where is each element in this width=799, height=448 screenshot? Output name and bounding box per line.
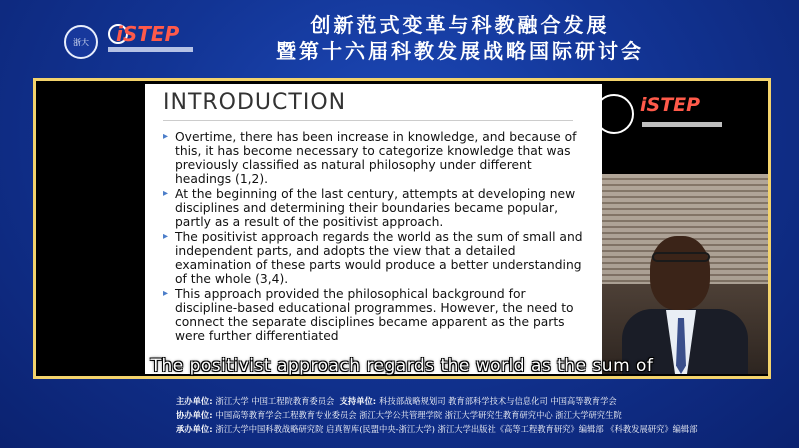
footer-host-row [176, 394, 786, 408]
speaker-camera [602, 84, 768, 374]
footer-org: 浙江大学中国科教战略研究院 启真智库(民盟中央-浙江大学) 浙江大学出版社《高等工程教育研究》编辑部 《科教发展研究》编辑部 [215, 424, 698, 434]
camera-istep-logo: iSTEP [640, 94, 701, 116]
organizers-footer [176, 394, 786, 436]
slide-bullet-list [163, 130, 583, 344]
footer-co-row [176, 408, 786, 422]
slide-bullet: ▸ The positivist approach regards the world as the sum of small and independent parts, and adopts the view that a detailed examination of these parts would produce a better understanding of the whole (3,4). [163, 230, 583, 286]
subtitle-caption: The positivist approach regards the world as the sum of [150, 356, 654, 376]
video-frame [33, 78, 771, 379]
event-title-line2: 暨第十六届科教发展战略国际研讨会 [276, 39, 644, 63]
event-title [200, 12, 720, 64]
slide-bullet: ▸ Overtime, there has been increase in knowledge, and because of this, it has become necessary to categorize knowledge that was previously classified as natural philosophy under different headings (1,2). [163, 130, 583, 186]
footer-org-row [176, 422, 786, 436]
footer-host: 浙江大学 中国工程院教育委员会 [215, 396, 335, 406]
presentation-slide [145, 84, 602, 374]
footer-host-label: 主办单位: [176, 396, 213, 406]
footer-co-label: 协办单位: [176, 410, 213, 420]
slide-title: INTRODUCTION [163, 90, 347, 115]
footer-org-label: 承办单位: [176, 424, 213, 434]
footer-co: 中国高等教育学会工程教育专业委员会 浙江大学公共管理学院 浙江大学研究生教育研究中心 浙江大学研究生院 [215, 410, 622, 420]
speaker-glasses [652, 252, 710, 262]
footer-support: 科技部战略规划司 教育部科学技术与信息化司 中国高等教育学会 [379, 396, 617, 406]
camera-seal-icon [602, 94, 634, 134]
slide-bullet: ▸ This approach provided the philosophical background for discipline-based educational programmes. However, the need to connect the separate disciplines became apparent as the parts were further differentiated [163, 287, 583, 343]
istep-logo-text: iSTEP [116, 22, 180, 46]
seal-text: 浙大 [73, 37, 89, 47]
event-title-line1: 创新范式变革与科教融合发展 [310, 13, 610, 37]
istep-logo [108, 22, 188, 62]
header-banner [0, 0, 799, 74]
logo-subtitle-bar [108, 47, 193, 52]
speaker-head [650, 236, 710, 310]
university-seal-icon [64, 25, 98, 59]
slide-divider [163, 120, 573, 121]
footer-support-label: 支持单位: [339, 396, 377, 406]
slide-bullet: ▸ At the beginning of the last century, attempts at developing new disciplines and determining their boundaries became popular, partly as a result of the positivist approach. [163, 187, 583, 229]
camera-logo-strip [602, 84, 768, 144]
camera-logo-subtitle-bar [642, 122, 722, 127]
